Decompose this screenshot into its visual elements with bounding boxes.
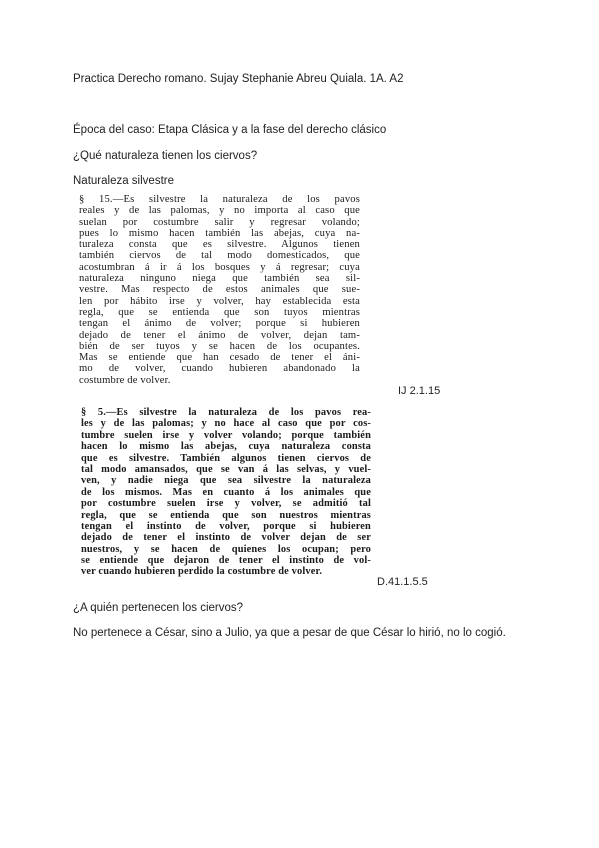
excerpt-line: § 15.—Es silvestre la naturaleza de los pavos <box>79 194 360 205</box>
answer-nature: Naturaleza silvestre <box>73 175 174 187</box>
excerpt-line: suelan por costumbre salir y regresar volando; <box>79 216 360 228</box>
institutes-excerpt <box>79 194 360 386</box>
excerpt-line: turaleza consta que es silvestre. Algunos tienen <box>79 239 360 251</box>
excerpt-line: les y de las palomas; y no hace al caso que por cos- <box>81 418 371 430</box>
excerpt-line: acostumbran á ir á los bosques y á regresar; cuya <box>79 261 360 273</box>
excerpt-line: len por hábito irse y volver, hay establecida esta <box>79 295 360 307</box>
excerpt-line: costumbre de volver. <box>79 374 171 386</box>
excerpt-line: tengan el instinto de volver, porque si hubieren <box>81 520 371 532</box>
excerpt-line: tal modo amansados, que se van á las selvas, y vuel- <box>81 463 371 475</box>
excerpt-line: regla, que se entienda que son nuestros mientras <box>81 509 371 521</box>
excerpt-line: § 5.—Es silvestre la naturaleza de los pavos rea- <box>81 407 371 418</box>
excerpt-line: hacen lo mismo las abejas, cuya naturaleza consta <box>81 441 371 453</box>
excerpt-line: nuestros, y se hacen de quienes los ocupan; pero <box>81 543 371 555</box>
question-ownership: ¿A quién pertenecen los ciervos? <box>73 602 244 614</box>
excerpt-line: por costumbre suelen irse y volver, se admitió tal <box>81 498 371 510</box>
excerpt-line: bién de ser tuyos y se hacen de los ocupantes. <box>79 340 360 352</box>
institutes-reference: IJ 2.1.15 <box>398 385 441 397</box>
excerpt-line: dejado de tener el ánimo de volver, dejan tam- <box>79 329 360 341</box>
answer-ownership: No pertenece a César, sino a Julio, ya que a pesar de que César lo hirió, no lo cogió. <box>73 627 506 639</box>
excerpt-line: tengan el ánimo de volver; porque si hubieren <box>79 318 360 330</box>
epoch-line: Época del caso: Etapa Clásica y a la fase del derecho clásico <box>73 124 387 136</box>
excerpt-line: reales y de las palomas, y no importa al caso que <box>79 205 360 217</box>
document-header: Practica Derecho romano. Sujay Stephanie Abreu Quiala. 1A. A2 <box>73 73 404 85</box>
excerpt-line: ver cuando hubieren perdido la costumbre de volver. <box>81 566 323 578</box>
excerpt-line: de los mismos. Mas en cuanto á los animales que <box>81 486 371 498</box>
excerpt-line: también ciervos de tal modo domesticados, que <box>79 250 360 262</box>
excerpt-line: pues lo mismo hacen también las abejas, cuya na- <box>79 227 360 239</box>
excerpt-line: Mas se entiende que han cesado de tener el áni- <box>79 352 360 364</box>
excerpt-line: tumbre suelen irse y volver volando; porque también <box>81 429 371 441</box>
digest-excerpt <box>81 407 371 578</box>
excerpt-line: naturaleza ninguno niega que también sea sil- <box>79 273 360 285</box>
excerpt-line: se entiende que dejaron de tener el instinto de vol- <box>81 555 371 567</box>
question-nature: ¿Qué naturaleza tienen los ciervos? <box>73 150 258 162</box>
excerpt-line: mo de volver, cuando hubieren abandonado la <box>79 363 360 375</box>
excerpt-line: ven, y nadie niega que sea silvestre la naturaleza <box>81 475 371 487</box>
excerpt-line: que es silvestre. También algunos tienen ciervos de <box>81 452 371 464</box>
digest-reference: D.41.1.5.5 <box>377 576 428 588</box>
excerpt-line: dejado de tener el instinto de volver dejan de ser <box>81 532 371 544</box>
excerpt-line: vestre. Mas respecto de estos animales que sue- <box>79 284 360 296</box>
excerpt-line: regla, que se entienda que son tuyos mientras <box>79 306 360 318</box>
